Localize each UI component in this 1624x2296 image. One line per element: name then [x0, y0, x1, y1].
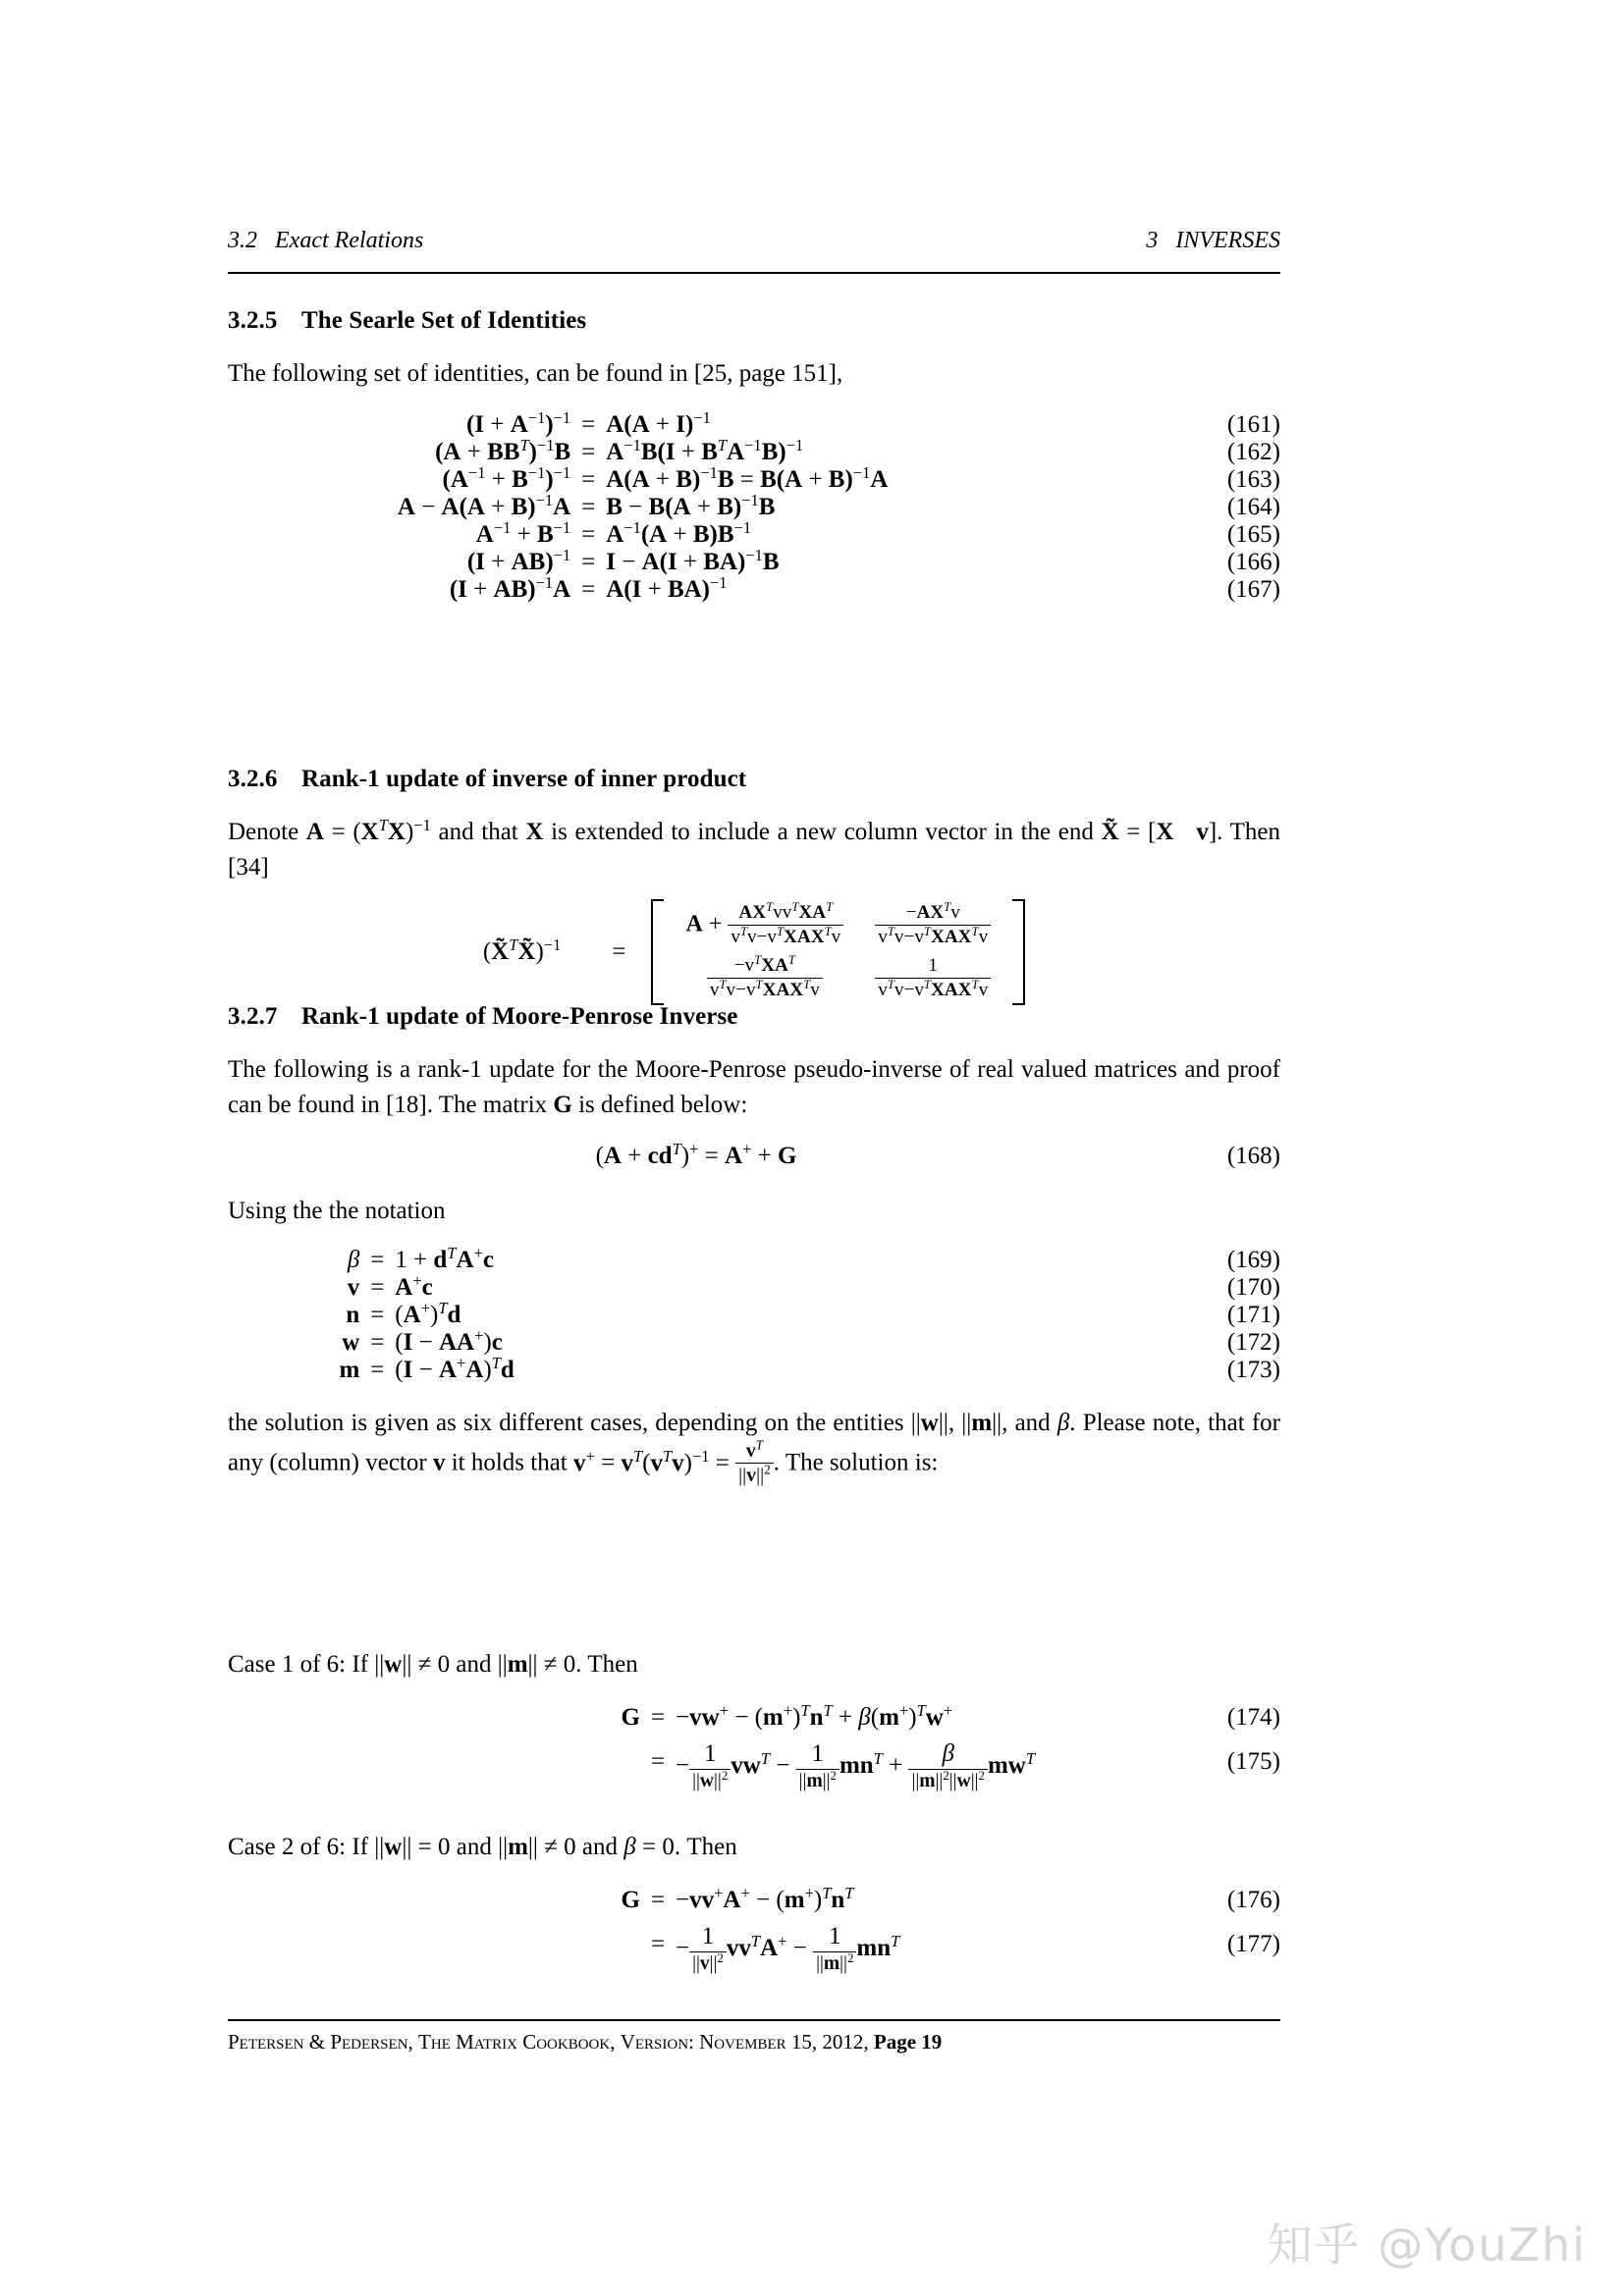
equation-row-176: G = $-vv^+A^+ - (m^+)^Tn^T$ (176): [621, 1883, 1280, 1913]
equation-relation: =: [370, 1329, 385, 1356]
equation-relation: =: [650, 1704, 666, 1731]
equation-tag-168: (168): [1226, 1143, 1280, 1169]
equation-tag-162: (162): [1226, 439, 1280, 465]
matrix-cell-12: $\frac{-AX^Tv}{v^Tv-v^TXAX^Tv}$: [859, 899, 1006, 952]
equation-relation: =: [370, 1274, 385, 1301]
equation-row-173: m = $(I - A^+A)^Td$ (173): [339, 1353, 1280, 1383]
equation-tag-174: (174): [1226, 1704, 1280, 1731]
bracket-right: [1012, 899, 1025, 1005]
section-title: Rank-1 update of Moore-Penrose Inverse: [301, 1003, 738, 1030]
page-footer: [228, 2030, 1280, 2055]
paragraph-case-1: Case 1 of 6: If ||w|| ≠ 0 and ||m|| ≠ 0. Then: [228, 1651, 638, 1678]
equation-row-161: $(I + A^{-1})^{-1}$ = $A(A + I)^{-1}$ (161): [466, 407, 1280, 438]
equation-group-161-167: [228, 407, 1280, 604]
matrix-row: [670, 899, 1006, 952]
paragraph-using-notation: Using the the notation: [228, 1198, 446, 1224]
paragraph-six-cases: the solution is given as six different cases, depending on the entities ||w||, ||m||, and β. Please note, that for any (column) vector v it holds that $v^+ = v^T(v^Tv)^{-1}$ = $\frac{v^T}{||v||^2}$ . The solution is:: [228, 1410, 1280, 1487]
header-rule: [228, 272, 1280, 274]
paragraph-moore-penrose: The following is a rank-1 update for the Moore-Penrose pseudo-inverse of real valued matrices and proof can be found in [18]. The matrix G is defined below:: [228, 1056, 1280, 1118]
equation-row-171: n = $(A^+)^Td$ (171): [346, 1298, 1280, 1328]
document-page: [228, 0, 1280, 2296]
section-title: The Searle Set of Identities: [301, 307, 587, 334]
equation-168-body: $(A + cd^T)^+ = A^+ + G$: [595, 1139, 797, 1169]
equation-tag-163: (163): [1226, 466, 1280, 493]
equation-tag-164: (164): [1226, 494, 1280, 520]
equation-tag-177: (177): [1226, 1931, 1280, 1958]
equation-tag-171: (171): [1226, 1302, 1280, 1328]
bracket-left: [651, 899, 664, 1005]
equation-relation: =: [581, 466, 596, 493]
section-number: 3.2.6: [228, 766, 278, 792]
matrix-equation-lhs: (X̃$^T$X̃)$^{-1}$: [482, 934, 562, 965]
equation-relation: =: [581, 494, 596, 520]
equation-relation: =: [650, 1748, 666, 1776]
equation-row-166: (I + AB)$^{-1}$ = I − A(I + BA)$^{-1}$B (166): [466, 545, 1280, 575]
equation-tag-176: (176): [1226, 1887, 1280, 1913]
matrix-cell-21: $\frac{-v^TXA^T}{v^Tv-v^TXAX^Tv}$: [670, 952, 859, 1005]
equation-tag-173: (173): [1226, 1357, 1280, 1383]
equation-relation: =: [370, 1302, 385, 1328]
equation-row-169: β = $1 + d^TA^+c$ (169): [347, 1243, 1280, 1273]
equation-tag-172: (172): [1226, 1329, 1280, 1356]
equation-relation: =: [581, 411, 596, 438]
paragraph-case-2: Case 2 of 6: If ||w|| = 0 and ||m|| ≠ 0 and β = 0. Then: [228, 1834, 737, 1860]
equation-relation: =: [650, 1931, 666, 1958]
zhihu-watermark: 知乎 @YouZhi: [1267, 2218, 1587, 2271]
matrix-equation-relation: =: [612, 938, 626, 965]
paragraph-denote-a: Denote $A = (X^TX)^{-1}$ and that X is extended to include a new column vector in the end X̃ = [X v]. Then [34]: [228, 815, 1280, 881]
equation-relation: =: [370, 1247, 385, 1273]
equation-row-163: $(A^{-1} + B^{-1})^{-1}$ = $A(A + B)^{-1}B = B(A + B)^{-1}A$ (163): [442, 462, 1280, 493]
equation-row-167: (I + AB)$^{-1}$A = A(I + BA)$^{-1}$ (167): [449, 572, 1280, 603]
equation-relation: =: [650, 1887, 666, 1913]
running-head-right: 3 INVERSES: [1146, 228, 1280, 253]
equation-relation: =: [581, 549, 596, 575]
equation-row-165: $A^{-1} + B^{-1}$ = $A^{-1}(A + B)B^{-1}$ (165): [475, 517, 1280, 548]
equation-relation: =: [581, 521, 596, 548]
matrix-cell-11: A + $\frac{AX^Tvv^TXA^T}{v^Tv-v^TXAX^Tv}$: [670, 899, 859, 952]
section-number: 3.2.7: [228, 1003, 278, 1030]
matrix-row: [670, 952, 1006, 1005]
matrix-body: [670, 899, 1006, 1005]
equation-row-170: v = A+c (170): [347, 1270, 1280, 1301]
footer-authors: Petersen & Pedersen,: [228, 2030, 413, 2054]
equation-row-172: w = (I − AA+)c (172): [342, 1325, 1280, 1356]
section-heading-3-2-6: [228, 766, 1280, 793]
equation-row-162: $(A + BB^T)^{-1}B$ = $A^{-1}B(I + B^TA^{-1}B)^{-1}$ (162): [435, 435, 1280, 465]
matrix-equation-block: [228, 899, 1280, 1005]
running-head: [228, 228, 1280, 257]
equation-row-164: $A - A(A + B)^{-1}A$ = $B - B(A + B)^{-1}B$ (164): [397, 490, 1280, 520]
running-head-left: 3.2 Exact Relations: [228, 228, 424, 253]
equation-group-169-173: [228, 1243, 1280, 1384]
equation-relation: =: [581, 439, 596, 465]
equation-tag-165: (165): [1226, 521, 1280, 548]
section-title: Rank-1 update of inverse of inner product: [301, 766, 747, 792]
equation-row-175: = − $\frac{1}{||w||^2}$ $vw^T$ − $\frac{1}{||m||^2}$ $mn^T$ + $\frac{\beta}{||m||^2||w||^2}$ $mw^T$ (175): [228, 1732, 1280, 1793]
equation-tag-166: (166): [1226, 549, 1280, 575]
equation-tag-169: (169): [1226, 1247, 1280, 1273]
footer-title: The Matrix Cookbook,: [418, 2030, 616, 2054]
equation-tag-170: (170): [1226, 1274, 1280, 1301]
footer-date: November 15, 2012,: [699, 2030, 869, 2054]
equation-group-168: [228, 1139, 1280, 1170]
section-heading-3-2-7: [228, 1003, 1280, 1031]
equation-relation: =: [370, 1357, 385, 1383]
section-heading-3-2-5: [228, 307, 1280, 335]
section-number: 3.2.5: [228, 307, 278, 334]
equation-row-177: = − $\frac{1}{||v||^2}$ $vv^TA^+$ − $\frac{1}{||m||^2}$ $mn^T$ (177): [228, 1914, 1280, 1976]
equation-relation: =: [581, 576, 596, 603]
equation-tag-167: (167): [1226, 576, 1280, 603]
matrix-cell-22: $\frac{1}{v^Tv-v^TXAX^Tv}$: [859, 952, 1006, 1005]
equation-row-168: [228, 1143, 1280, 1170]
matrix-equation-rhs: [651, 899, 1025, 1005]
equation-tag-161: (161): [1226, 411, 1280, 438]
paragraph-intro-searle: The following set of identities, can be found in [25, page 151],: [228, 360, 843, 387]
equation-tag-175: (175): [1226, 1748, 1280, 1776]
footer-page-number: Page 19: [873, 2030, 943, 2054]
footer-rule: [228, 2019, 1280, 2021]
equation-group-176-177: [228, 1883, 1280, 1976]
equation-row-174: G = $-vw^+ - (m^+)^Tn^T + \beta(m^+)^Tw^+$ (174): [621, 1700, 1280, 1731]
equation-group-174-175: [228, 1700, 1280, 1793]
footer-version-label: Version:: [620, 2030, 694, 2054]
